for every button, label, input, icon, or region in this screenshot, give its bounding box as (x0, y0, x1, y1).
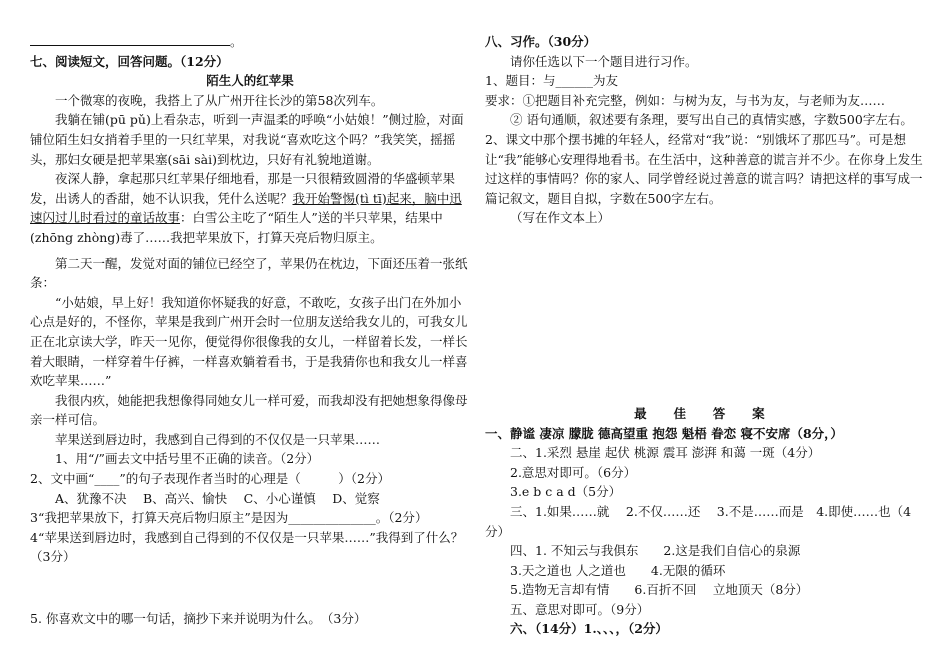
underlined-sentence: 我开始警惕(tì tī)起来，脑中迅速闪过儿时看过的童话故事 (30, 190, 462, 226)
spacer (485, 228, 925, 404)
answer-3: 2.意思对即可。（6分） (510, 464, 637, 480)
blank-underline (30, 33, 230, 46)
topic-2: 2、课文中那个摆书摊的年轻人，经常对“我”说：“别饿坏了那匹马”。可是想让“我”能够心安理得地看书。在生活中，这种善意的谎言并不少。在你身上发生过这样的事情吗？你的家人、同学曾经说过善意的谎言吗？请把这样的事写成一篇记叙文，题目自拟，字数在500字左右。 (485, 131, 923, 206)
answer-4: 3.e b c a d（5分） (510, 484, 622, 500)
question-2: 2、文中画“____”的句子表现作者当时的心理是（ ）（2分） (30, 471, 390, 487)
answer-1: 一、静谧 凄凉 朦胧 德高望重 抱怨 魁梧 眷恋 寝不安席（8分，） (485, 425, 843, 441)
question-3: 3“我把苹果放下，打算天亮后物归原主”是因为______________。（2分） (30, 510, 428, 526)
write-note: （写在作文本上） (510, 210, 611, 226)
left-column (30, 32, 470, 629)
answer-10: 六、（14分）1.、、、，（2分） (510, 621, 668, 637)
section7-heading: 七、阅读短文，回答问题。（12分） (30, 53, 229, 69)
answer-5: 三、1.如果……就 2.不仅……还 3.不是……而是 4.即使……也（4分） (485, 503, 912, 539)
composition-instruction: 请你任选以下一个题目进行习作。 (510, 53, 698, 69)
question-2-options: A、犹豫不决 B、高兴、愉快 C、小心谨慎 D、觉察 (55, 490, 380, 506)
section8-heading: 八、习作。（30分） (485, 34, 597, 49)
answer-7: 3.天之道也 人之道也 4.无限的循环 (510, 562, 726, 578)
answer-9: 五、意思对即可。（9分） (510, 601, 650, 617)
requirement-2: ② 语句通顺，叙述要有条理，要写出自己的真情实感，字数500字左右。 (510, 112, 913, 128)
story-title: 陌生人的红苹果 (206, 73, 294, 89)
answer-8: 5.造物无言却有情 6.百折不回 立地顶天（8分） (510, 582, 809, 598)
story-paragraph-7: 苹果送到唇边时，我感到自己得到的不仅仅是一只苹果…… (55, 431, 381, 447)
story-paragraph-5: “小姑娘，早上好！我知道你怀疑我的好意，不敢吃，女孩子出门在外加小心点是好的，不怪你，苹果是我到广州开会时一位朋友送给我女儿的，可我女儿正在北京读大学，昨天一见你，便觉得你很像我的女儿，一样留着长发，一样长着大眼睛，一样穿着牛仔裤，一样喜欢躺着看书，于是我猜你也和我女儿一样喜欢吃苹果……” (30, 294, 468, 389)
answer-blank-line: 。 (30, 32, 470, 52)
story-paragraph-4: 第二天一醒，发觉对面的铺位已经空了，苹果仍在枕边，下面还压着一张纸条： (30, 255, 468, 291)
right-column (485, 32, 925, 639)
answer-space (30, 567, 470, 609)
story-paragraph-2: 我躺在铺(pū pǔ)上看杂志，听到一声温柔的呼唤“小姑娘！”侧过脸，对面铺位陌生妇女捎着手里的一只红苹果，对我说“喜欢吃这个吗？”我笑笑，摇摇头，那妇女硬是把苹果塞(sāi sài)到枕边，只好有礼貌地道谢。 (30, 112, 464, 167)
question-5: 5. 你喜欢文中的哪一句话，摘抄下来并说明为什么。 （3分） (30, 611, 367, 627)
answer-title: 最 佳 答 案 (634, 405, 776, 421)
question-4: 4“苹果送到唇边时，我感到自己得到的不仅仅是一只苹果……”我得到了什么？（3分） (30, 529, 464, 565)
requirement-1: 要求：①把题目补充完整，例如：与树为友，与书为友，与老师为友…… (485, 92, 886, 108)
answer-6: 四、1. 不知云与我俱东 2.这是我们自信心的泉源 (510, 543, 801, 559)
question-1: 1、用“/”画去文中括号里不正确的读音。（2分） (55, 451, 320, 467)
answer-2: 二、1.采烈 悬崖 起伏 桃源 震耳 澎湃 和蔼 一斑（4分） (510, 445, 821, 461)
story-paragraph-3: 夜深人静，拿起那只红苹果仔细地看，那是一只很精致圆滑的华盛顿苹果发，出诱人的香甜，她不认识我，凭什么送呢？我开始警惕(tì tī)起来，脑中迅速闪过儿时看过的童话故事：白雪公主吃了“陌生人”送的半只苹果，结果中(zhōng zhòng)毒了……我把苹果放下，打算天亮后物归原主。 (30, 171, 462, 245)
topic-1: 1、题目：与______为友 (485, 73, 618, 89)
story-paragraph-6: 我很内疚，她能把我想像得同她女儿一样可爱，而我却没有把她想象得像母亲一样可信。 (30, 392, 468, 428)
story-paragraph-1: 一个微寒的夜晚，我搭上了从广州开往长沙的第58次列车。 (55, 92, 384, 108)
